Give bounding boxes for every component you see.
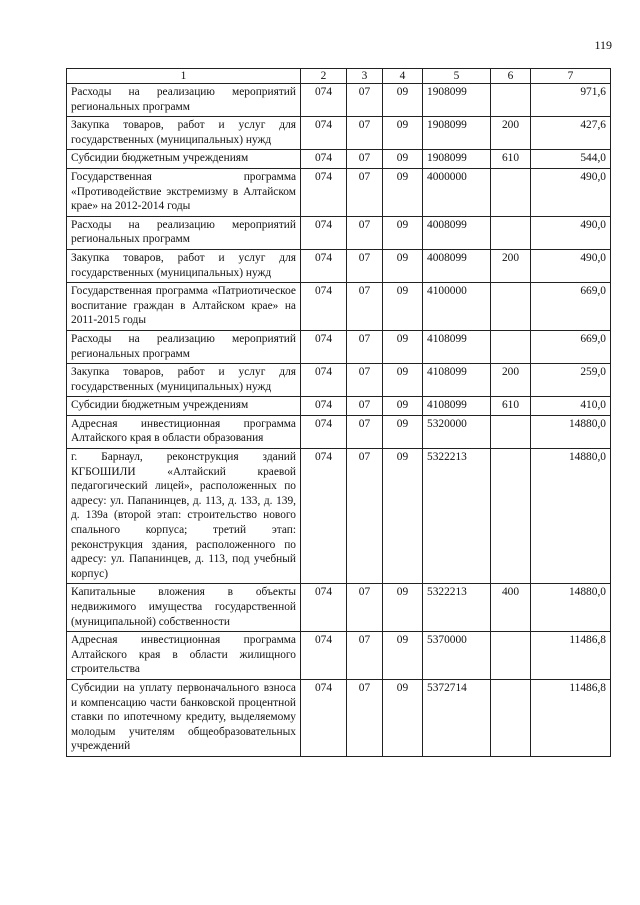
- cell-expense-type: [491, 330, 531, 363]
- cell-amount: 490,0: [531, 168, 611, 216]
- table-row: [67, 364, 611, 397]
- cell-target-article: 1908099: [423, 84, 491, 117]
- cell-amount: 490,0: [531, 249, 611, 282]
- cell-expense-type: [491, 415, 531, 448]
- cell-expense-type: [491, 84, 531, 117]
- cell-name: Капитальные вложения в объекты недвижимого имущества государственной (муниципальной) собственности: [67, 584, 301, 632]
- cell-target-article: 4108099: [423, 330, 491, 363]
- cell-amount: 669,0: [531, 283, 611, 331]
- cell-name: Субсидии бюджетным учреждениям: [67, 397, 301, 416]
- cell-amount: 14880,0: [531, 584, 611, 632]
- cell-subsection: 09: [383, 330, 423, 363]
- table-row: [67, 84, 611, 117]
- table-row: [67, 216, 611, 249]
- table-row: [67, 584, 611, 632]
- cell-amount: 14880,0: [531, 449, 611, 584]
- cell-subsection: 09: [383, 415, 423, 448]
- cell-name: Адресная инвестиционная программа Алтайского края в области образования: [67, 415, 301, 448]
- column-header: 2: [301, 69, 347, 84]
- cell-target-article: 5320000: [423, 415, 491, 448]
- page-number: 119: [594, 38, 612, 52]
- cell-amount: 544,0: [531, 150, 611, 169]
- cell-ministry-code: 074: [301, 216, 347, 249]
- cell-name: Расходы на реализацию мероприятий региональных программ: [67, 84, 301, 117]
- cell-amount: 427,6: [531, 117, 611, 150]
- cell-name: Субсидии на уплату первоначального взноса и компенсацию части банковской процентной ставки по ипотечному кредиту, выделяемому молодым учителям общеобразовательных учреждений: [67, 679, 301, 756]
- cell-section: 07: [347, 449, 383, 584]
- cell-ministry-code: 074: [301, 364, 347, 397]
- cell-target-article: 5372714: [423, 679, 491, 756]
- cell-name: Субсидии бюджетным учреждениям: [67, 150, 301, 169]
- cell-subsection: 09: [383, 449, 423, 584]
- cell-expense-type: [491, 679, 531, 756]
- cell-subsection: 09: [383, 584, 423, 632]
- cell-section: 07: [347, 168, 383, 216]
- cell-expense-type: 610: [491, 150, 531, 169]
- cell-target-article: 5322213: [423, 449, 491, 584]
- cell-subsection: 09: [383, 632, 423, 680]
- cell-expense-type: [491, 216, 531, 249]
- cell-ministry-code: 074: [301, 249, 347, 282]
- cell-amount: 259,0: [531, 364, 611, 397]
- cell-target-article: 4108099: [423, 364, 491, 397]
- cell-subsection: 09: [383, 283, 423, 331]
- table-row: [67, 415, 611, 448]
- cell-ministry-code: 074: [301, 330, 347, 363]
- table-row: [67, 397, 611, 416]
- cell-ministry-code: 074: [301, 632, 347, 680]
- cell-ministry-code: 074: [301, 415, 347, 448]
- cell-subsection: 09: [383, 150, 423, 169]
- cell-subsection: 09: [383, 249, 423, 282]
- cell-amount: 669,0: [531, 330, 611, 363]
- cell-ministry-code: 074: [301, 117, 347, 150]
- column-header: 1: [67, 69, 301, 84]
- cell-ministry-code: 074: [301, 84, 347, 117]
- cell-name: Закупка товаров, работ и услуг для государственных (муниципальных) нужд: [67, 364, 301, 397]
- cell-amount: 11486,8: [531, 679, 611, 756]
- table-row: [67, 632, 611, 680]
- cell-expense-type: 200: [491, 117, 531, 150]
- column-header: 4: [383, 69, 423, 84]
- cell-section: 07: [347, 283, 383, 331]
- cell-expense-type: 400: [491, 584, 531, 632]
- cell-section: 07: [347, 679, 383, 756]
- table-row: [67, 117, 611, 150]
- table-row: [67, 150, 611, 169]
- cell-amount: 971,6: [531, 84, 611, 117]
- cell-subsection: 09: [383, 364, 423, 397]
- table-row: [67, 168, 611, 216]
- cell-target-article: 4008099: [423, 216, 491, 249]
- table-row: [67, 449, 611, 584]
- cell-section: 07: [347, 632, 383, 680]
- cell-name: Закупка товаров, работ и услуг для государственных (муниципальных) нужд: [67, 249, 301, 282]
- cell-ministry-code: 074: [301, 168, 347, 216]
- cell-section: 07: [347, 397, 383, 416]
- table-row: [67, 679, 611, 756]
- cell-expense-type: [491, 168, 531, 216]
- cell-ministry-code: 074: [301, 150, 347, 169]
- cell-name: Закупка товаров, работ и услуг для государственных (муниципальных) нужд: [67, 117, 301, 150]
- cell-section: 07: [347, 584, 383, 632]
- cell-expense-type: 200: [491, 249, 531, 282]
- cell-name: Адресная инвестиционная программа Алтайского края в области жилищного строительства: [67, 632, 301, 680]
- cell-ministry-code: 074: [301, 679, 347, 756]
- cell-subsection: 09: [383, 117, 423, 150]
- cell-subsection: 09: [383, 84, 423, 117]
- cell-expense-type: [491, 283, 531, 331]
- cell-section: 07: [347, 117, 383, 150]
- column-header: 5: [423, 69, 491, 84]
- cell-expense-type: 610: [491, 397, 531, 416]
- table-row: [67, 283, 611, 331]
- cell-expense-type: [491, 449, 531, 584]
- cell-name: Расходы на реализацию мероприятий региональных программ: [67, 330, 301, 363]
- cell-section: 07: [347, 216, 383, 249]
- cell-subsection: 09: [383, 168, 423, 216]
- cell-target-article: 1908099: [423, 117, 491, 150]
- cell-target-article: 4000000: [423, 168, 491, 216]
- table-row: [67, 330, 611, 363]
- cell-amount: 11486,8: [531, 632, 611, 680]
- cell-target-article: 4100000: [423, 283, 491, 331]
- cell-target-article: 5370000: [423, 632, 491, 680]
- cell-ministry-code: 074: [301, 283, 347, 331]
- table-row: [67, 249, 611, 282]
- cell-amount: 490,0: [531, 216, 611, 249]
- cell-name: Государственная программа «Противодействие экстремизму в Алтайском крае» на 2012-2014 годы: [67, 168, 301, 216]
- column-header: 7: [531, 69, 611, 84]
- cell-section: 07: [347, 249, 383, 282]
- cell-subsection: 09: [383, 679, 423, 756]
- budget-table: [66, 68, 611, 757]
- cell-subsection: 09: [383, 216, 423, 249]
- cell-name: г. Барнаул, реконструкция зданий КГБОШИЛИ «Алтайский краевой педагогический лицей», расположенных по адресу: ул. Папанинцев, д. 113, д. 133, д. 139, д. 139а (второй этап: строительство нового спального корпуса; третий этап: реконструкция здания, расположенного по адресу: ул. Папанинцев, д. 113, под учебный корпус): [67, 449, 301, 584]
- cell-amount: 410,0: [531, 397, 611, 416]
- cell-name: Государственная программа «Патриотическое воспитание граждан в Алтайском крае» на 2011-2015 годы: [67, 283, 301, 331]
- cell-section: 07: [347, 415, 383, 448]
- cell-target-article: 4008099: [423, 249, 491, 282]
- cell-section: 07: [347, 84, 383, 117]
- cell-ministry-code: 074: [301, 449, 347, 584]
- cell-target-article: 1908099: [423, 150, 491, 169]
- cell-name: Расходы на реализацию мероприятий региональных программ: [67, 216, 301, 249]
- cell-section: 07: [347, 330, 383, 363]
- cell-section: 07: [347, 150, 383, 169]
- column-header: 3: [347, 69, 383, 84]
- cell-expense-type: 200: [491, 364, 531, 397]
- cell-ministry-code: 074: [301, 584, 347, 632]
- cell-ministry-code: 074: [301, 397, 347, 416]
- cell-target-article: 4108099: [423, 397, 491, 416]
- cell-target-article: 5322213: [423, 584, 491, 632]
- cell-section: 07: [347, 364, 383, 397]
- cell-subsection: 09: [383, 397, 423, 416]
- header-row: [67, 69, 611, 84]
- column-header: 6: [491, 69, 531, 84]
- cell-expense-type: [491, 632, 531, 680]
- cell-amount: 14880,0: [531, 415, 611, 448]
